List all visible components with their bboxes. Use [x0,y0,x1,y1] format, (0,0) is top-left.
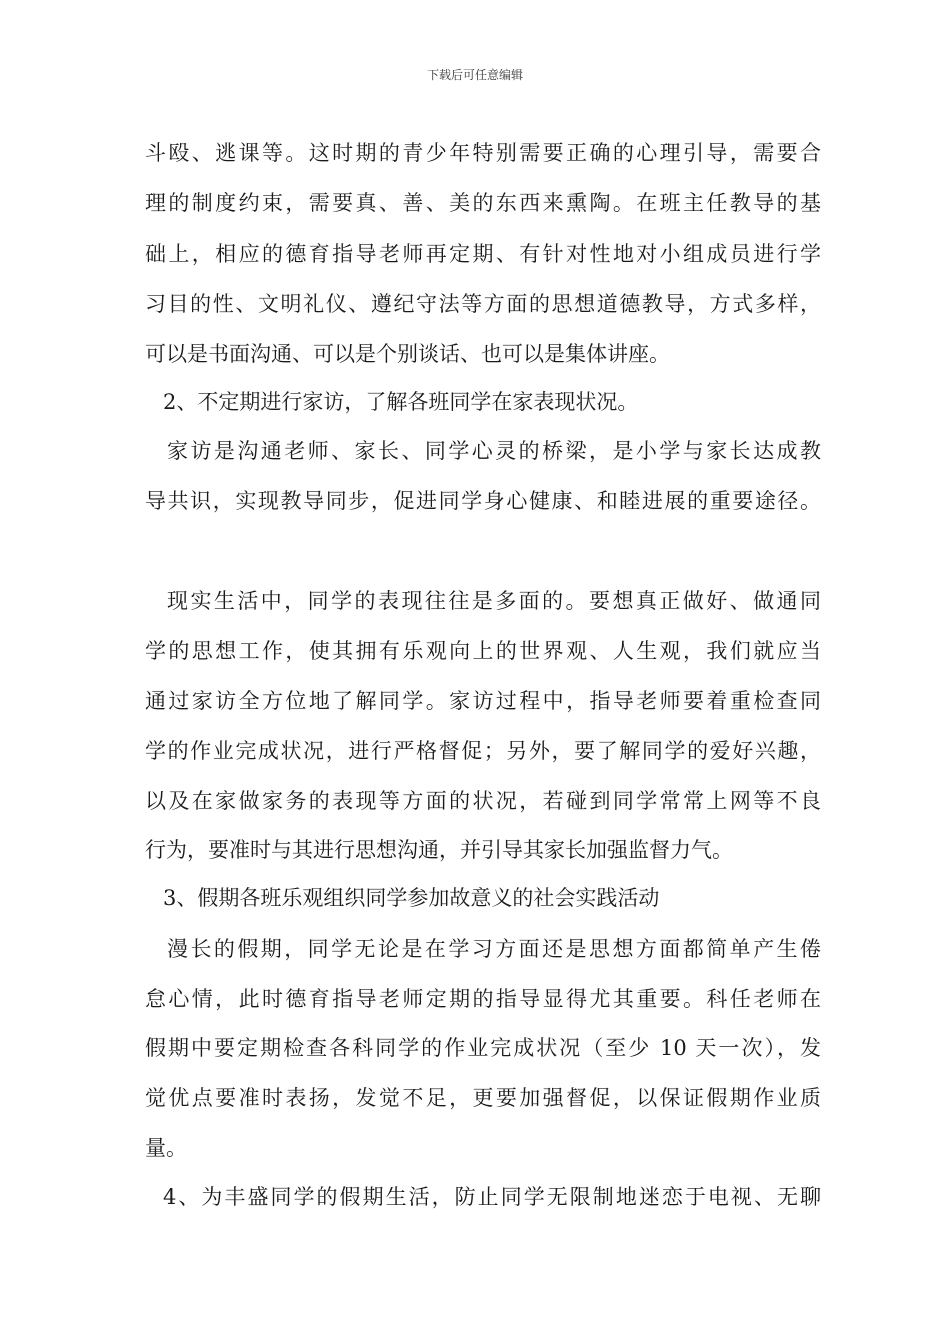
body-line-19: 觉优点要准时表扬，发觉不足，更要加强督促，以保证假期作业质 [145,1086,821,1110]
body-line-13: 以及在家做家务的表现等方面的状况，若碰到同学常常上网等不良 [145,789,821,813]
body-line-16: 漫长的假期，同学无论是在学习方面还是思想方面都简单产生倦 [167,937,821,961]
body-line-7: 家访是沟通老师、家长、同学心灵的桥梁，是小学与家长达成教 [167,439,821,463]
body-line-18: 假期中要定期检查各科同学的作业完成状况（至少 10 天一次），发 [145,1036,821,1060]
body-line-14: 行为，要准时与其进行思想沟通，并引导其家长加强监督力气。 [145,838,733,862]
body-line-5: 可以是书面沟通、可以是个别谈话、也可以是集体讲座。 [145,342,670,366]
body-line-2: 理的制度约束，需要真、善、美的东西来熏陶。在班主任教导的基 [145,191,821,215]
section-heading-4: 4、为丰盛同学的假期生活，防止同学无限制地迷恋于电视、无聊 [163,1185,821,1209]
body-line-12: 学的作业完成状况，进行严格督促；另外，要了解同学的爱好兴趣， [145,739,821,763]
section-heading-3: 3、假期各班乐观组织同学参加故意义的社会实践活动 [163,886,660,910]
body-line-8: 导共识，实现教导同步，促进同学身心健康、和睦进展的重要途径。 [145,489,821,513]
section-heading-2: 2、不定期进行家访，了解各班同学在家表现状况。 [163,390,639,414]
body-line-4: 习目的性、文明礼仪、遵纪守法等方面的思想道德教导，方式多样， [145,292,821,316]
body-line-3: 础上，相应的德育指导老师再定期、有针对性地对小组成员进行学 [145,242,821,266]
page-header: 下载后可任意编辑 [426,68,523,82]
body-line-17: 怠心情，此时德育指导老师定期的指导显得尤其重要。科任老师在 [145,987,821,1011]
body-line-9: 现实生活中，同学的表现往往是多面的。要想真正做好、做通同 [167,589,821,613]
body-line-10: 学的思想工作，使其拥有乐观向上的世界观、人生观，我们就应当 [145,639,821,663]
body-line-11: 通过家访全方位地了解同学。家访过程中，指导老师要着重检查同 [145,689,821,713]
body-line-1: 斗殴、逃课等。这时期的青少年特别需要正确的心理引导，需要合 [145,141,821,165]
body-line-20: 量。 [145,1136,187,1160]
